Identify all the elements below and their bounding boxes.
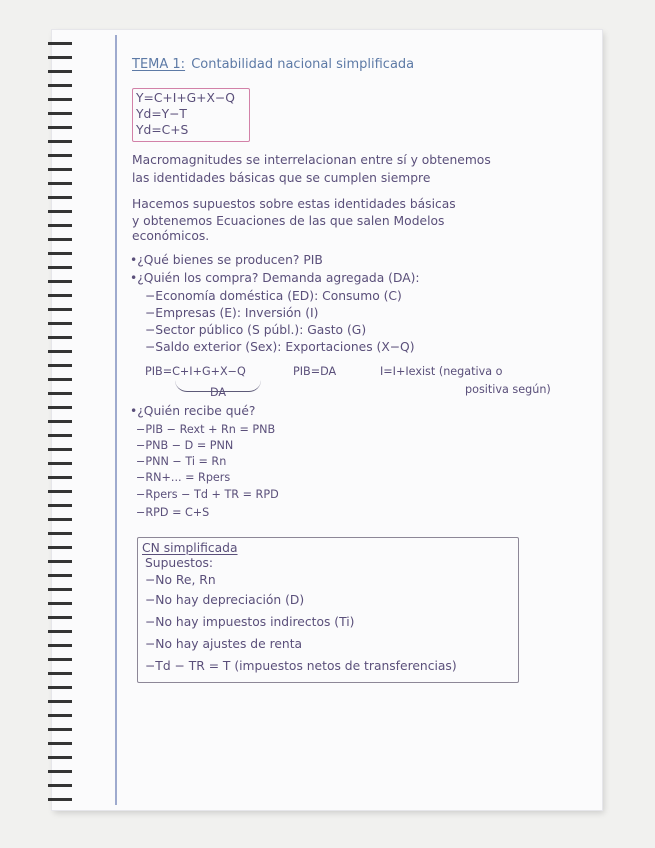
demand-item-4: −Saldo exterior (Sex): Exportaciones (X−Q) bbox=[145, 340, 415, 354]
income-item-5: −Rpers − Td + TR = RPD bbox=[136, 488, 279, 501]
identity-3: Yd=C+S bbox=[136, 123, 189, 137]
eq-brace-label: DA bbox=[210, 386, 227, 399]
spiral-binding bbox=[48, 36, 72, 806]
para2-line3: económicos. bbox=[132, 229, 210, 243]
margin-line bbox=[115, 35, 117, 805]
demand-item-1: −Economía doméstica (ED): Consumo (C) bbox=[145, 289, 402, 303]
identity-2: Yd=Y−T bbox=[136, 107, 187, 121]
para2-line2: y obtenemos Ecuaciones de las que salen Modelos bbox=[132, 214, 445, 228]
demand-item-2: −Empresas (E): Inversión (I) bbox=[145, 306, 319, 320]
income-item-4: −RN+... = Rpers bbox=[136, 471, 231, 484]
para2-line1: Hacemos supuestos sobre estas identidades básicas bbox=[132, 197, 456, 211]
assumption-4: −No hay ajustes de renta bbox=[145, 637, 303, 651]
assumptions-title: CN simplificada bbox=[142, 541, 238, 555]
identity-1: Y=C+I+G+X−Q bbox=[136, 91, 235, 105]
eq-left: PIB=C+I+G+X−Q bbox=[145, 365, 246, 378]
income-item-6: −RPD = C+S bbox=[136, 506, 210, 519]
title-prefix: TEMA 1: bbox=[132, 57, 186, 72]
assumption-5: −Td − TR = T (impuestos netos de transferencias) bbox=[145, 659, 457, 673]
question-1: •¿Qué bienes se producen? PIB bbox=[130, 253, 323, 267]
eq-right-2: positiva según) bbox=[465, 383, 551, 396]
question-2: •¿Quién los compra? Demanda agregada (DA): bbox=[130, 271, 420, 285]
income-item-2: −PNB − D = PNN bbox=[136, 439, 234, 452]
eq-right-1: I=I+Iexist (negativa o bbox=[380, 365, 503, 378]
notebook-page bbox=[52, 30, 602, 810]
para1-line2: las identidades básicas que se cumplen siempre bbox=[132, 171, 431, 185]
para1-line1: Macromagnitudes se interrelacionan entre sí y obtenemos bbox=[132, 153, 491, 167]
income-item-1: −PIB − Rext + Rn = PNB bbox=[136, 423, 276, 436]
question-3: •¿Quién recibe qué? bbox=[130, 404, 256, 418]
title-line bbox=[132, 58, 414, 73]
assumption-3: −No hay impuestos indirectos (Ti) bbox=[145, 615, 355, 629]
income-item-3: −PNN − Ti = Rn bbox=[136, 455, 227, 468]
assumption-2: −No hay depreciación (D) bbox=[145, 593, 305, 607]
demand-item-3: −Sector público (S públ.): Gasto (G) bbox=[145, 323, 367, 337]
eq-mid: PIB=DA bbox=[293, 365, 337, 378]
assumptions-subtitle: Supuestos: bbox=[145, 556, 214, 570]
assumption-1: −No Re, Rn bbox=[145, 573, 216, 587]
title-rest: Contabilidad nacional simplificada bbox=[191, 57, 415, 72]
